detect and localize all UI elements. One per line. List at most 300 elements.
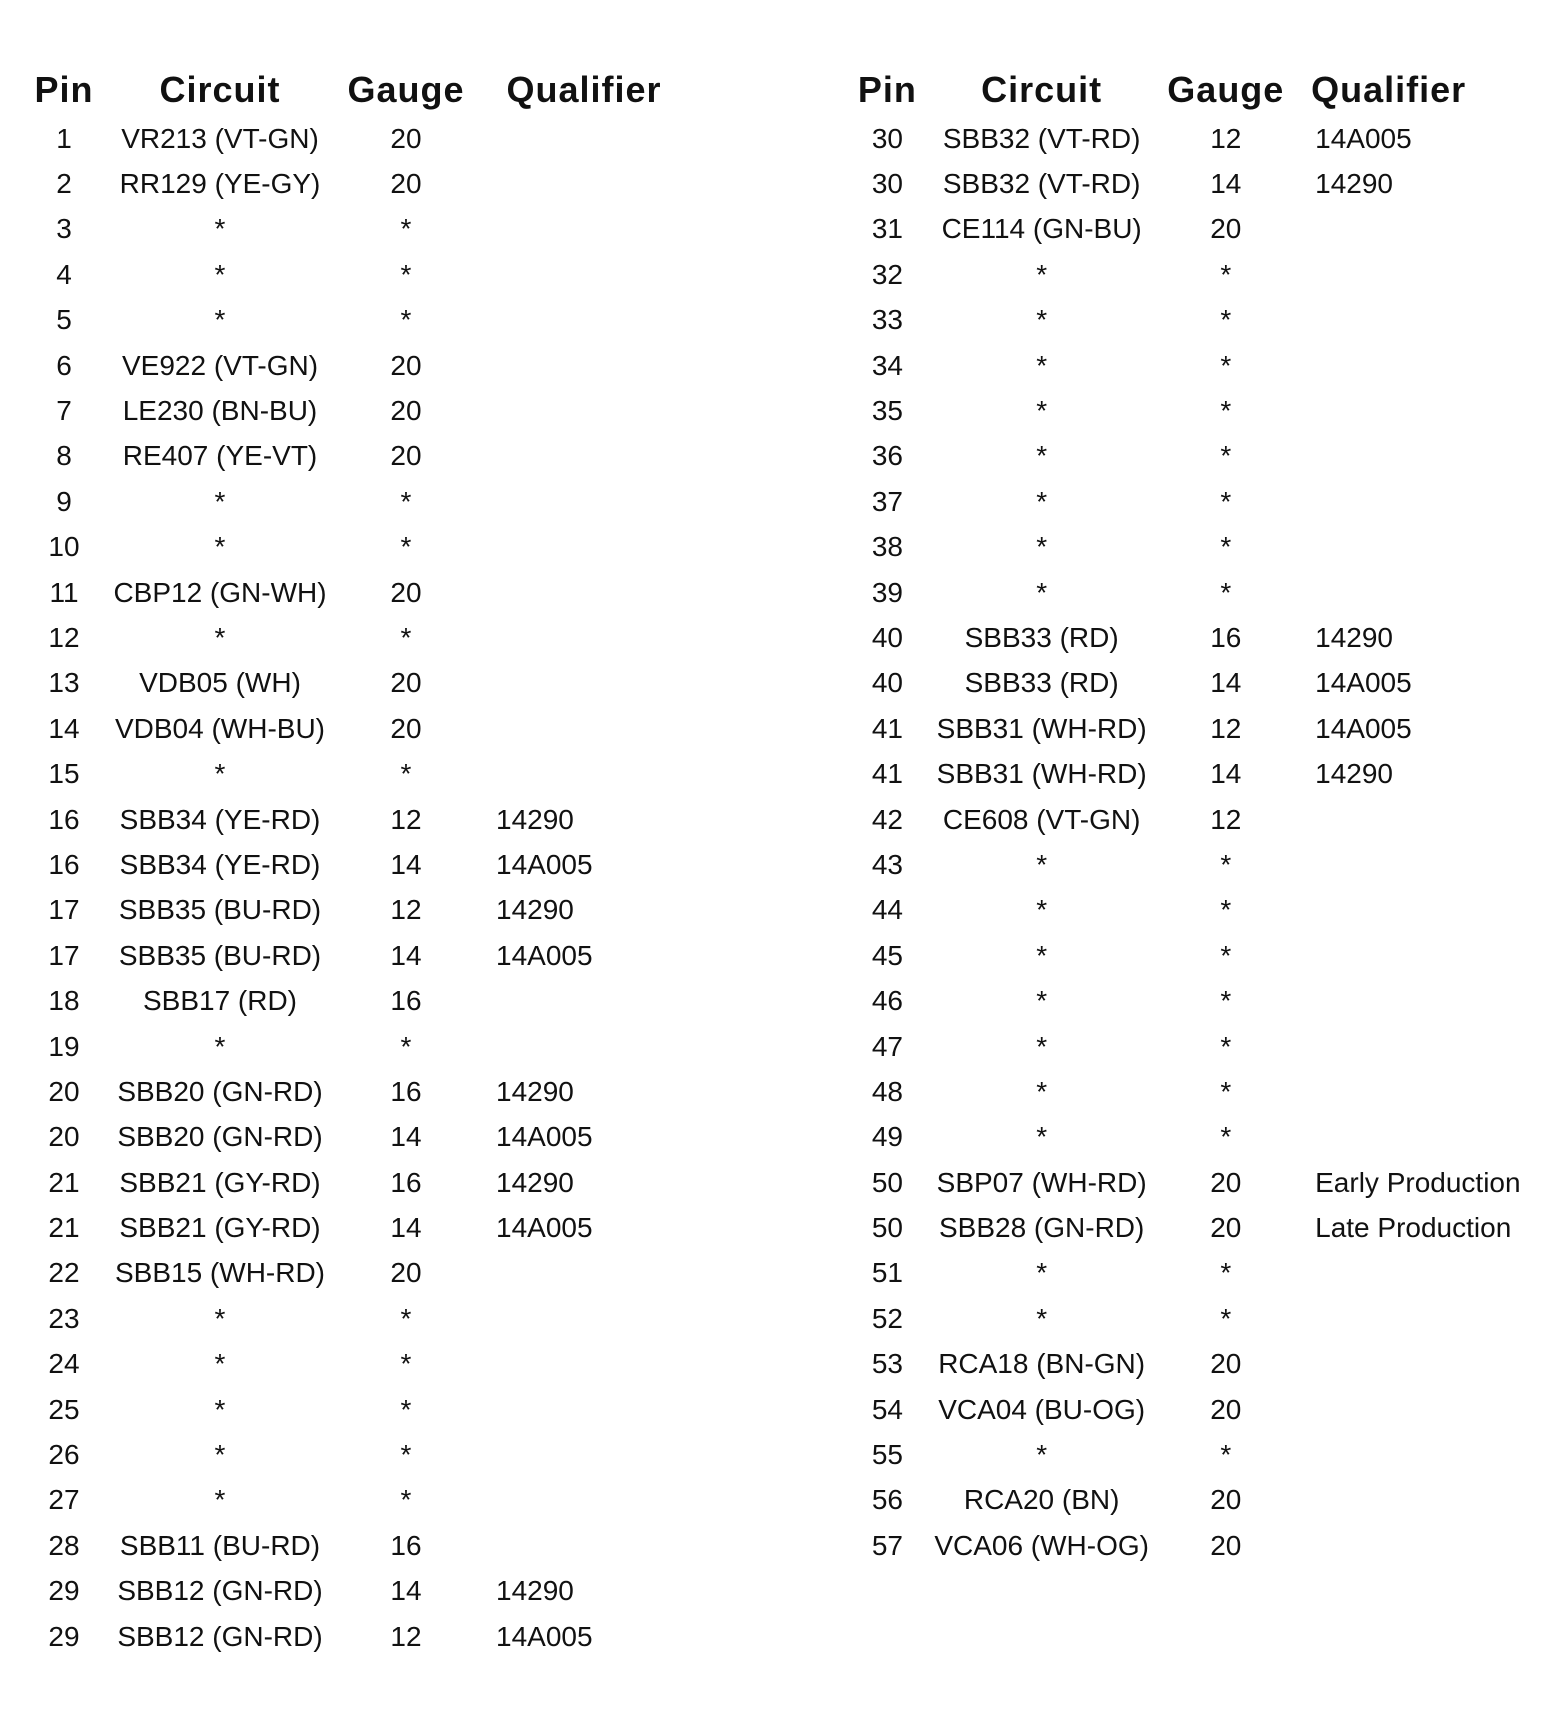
pin-cell: 6 <box>56 349 72 381</box>
gauge-cell: 20 <box>390 122 422 154</box>
circuit-cell: SBB20 (GN-RD) <box>117 1121 323 1153</box>
qualifier-cell <box>472 434 696 479</box>
pin-table-right-body <box>852 116 1552 1569</box>
circuit-cell: SBB35 (BU-RD) <box>118 894 322 926</box>
qualifier-cell <box>472 1432 696 1477</box>
pin-cell: 29 <box>48 1575 80 1607</box>
qualifier-cell <box>472 751 696 796</box>
qualifier-cell <box>1291 1069 1552 1114</box>
circuit-cell: * <box>1036 1075 1048 1107</box>
gauge-cell: * <box>1220 894 1232 926</box>
pin-cell: 23 <box>48 1302 80 1334</box>
gauge-cell: 14 <box>390 1212 422 1244</box>
qualifier-cell <box>472 1251 696 1296</box>
pin-cell: 56 <box>871 1484 903 1516</box>
table-row <box>28 1115 696 1160</box>
gauge-cell: 12 <box>390 894 422 926</box>
table-row <box>852 207 1552 252</box>
gauge-cell: 20 <box>390 712 422 744</box>
pin-cell: 17 <box>48 894 80 926</box>
gauge-cell: 20 <box>1210 1212 1242 1244</box>
table-row <box>852 434 1552 479</box>
gauge-cell: * <box>400 531 412 563</box>
qualifier-cell: 14A005 <box>1315 667 1412 699</box>
qualifier-cell <box>472 978 696 1023</box>
qualifier-cell <box>1291 434 1552 479</box>
gauge-cell: 20 <box>1210 1166 1242 1198</box>
pin-cell: 20 <box>48 1075 80 1107</box>
table-row <box>852 842 1552 887</box>
circuit-cell: * <box>1036 440 1048 472</box>
gauge-cell: * <box>1220 1075 1232 1107</box>
gauge-cell: 20 <box>390 440 422 472</box>
qualifier-cell: 14A005 <box>496 1620 593 1652</box>
table-row <box>852 888 1552 933</box>
gauge-cell: * <box>400 258 412 290</box>
header-gauge: Gauge <box>1167 69 1285 110</box>
circuit-cell: SBB34 (YE-RD) <box>119 803 321 835</box>
gauge-cell: * <box>400 485 412 517</box>
gauge-cell: 16 <box>390 1075 422 1107</box>
circuit-cell: VDB04 (WH-BU) <box>114 712 325 744</box>
circuit-cell: * <box>1036 848 1048 880</box>
circuit-cell: SBB21 (GY-RD) <box>119 1212 321 1244</box>
gauge-cell: 20 <box>1210 213 1242 245</box>
qualifier-cell <box>472 161 696 206</box>
pin-cell: 20 <box>48 1121 80 1153</box>
circuit-cell: SBB20 (GN-RD) <box>117 1075 323 1107</box>
table-row <box>852 978 1552 1023</box>
circuit-cell: * <box>1036 531 1048 563</box>
table-row <box>28 1569 696 1614</box>
pin-cell: 45 <box>871 939 903 971</box>
qualifier-cell <box>472 116 696 161</box>
qualifier-cell <box>1291 978 1552 1023</box>
table-row <box>28 661 696 706</box>
qualifier-cell <box>1291 1523 1552 1568</box>
gauge-cell: * <box>1220 848 1232 880</box>
qualifier-cell <box>472 661 696 706</box>
gauge-cell: * <box>1220 576 1232 608</box>
circuit-cell: * <box>214 213 226 245</box>
gauge-cell: 12 <box>390 803 422 835</box>
table-row <box>28 207 696 252</box>
gauge-cell: 14 <box>1210 168 1242 200</box>
gauge-cell: 16 <box>390 1529 422 1561</box>
table-row <box>28 1251 696 1296</box>
pin-cell: 7 <box>56 395 72 427</box>
qualifier-cell <box>472 207 696 252</box>
pin-cell: 40 <box>871 621 903 653</box>
gauge-cell: * <box>1220 1302 1232 1334</box>
table-row <box>852 1432 1552 1477</box>
header-qualifier: Qualifier <box>1311 69 1467 110</box>
pin-cell: 14 <box>48 712 80 744</box>
table-row <box>28 570 696 615</box>
pin-cell: 11 <box>49 576 79 608</box>
pin-cell: 5 <box>56 304 72 336</box>
pin-cell: 2 <box>56 168 72 200</box>
pin-cell: 30 <box>871 168 903 200</box>
qualifier-cell <box>1291 1296 1552 1341</box>
gauge-cell: 20 <box>1210 1484 1242 1516</box>
circuit-cell: * <box>1036 258 1048 290</box>
table-row <box>28 1614 696 1659</box>
circuit-cell: SBB31 (WH-RD) <box>936 712 1147 744</box>
pin-cell: 35 <box>871 395 903 427</box>
qualifier-cell <box>1291 1478 1552 1523</box>
header-qualifier: Qualifier <box>506 69 662 110</box>
gauge-cell: * <box>400 1393 412 1425</box>
pin-cell: 12 <box>48 621 80 653</box>
pin-cell: 47 <box>871 1030 903 1062</box>
circuit-cell: * <box>214 258 226 290</box>
pin-cell: 33 <box>871 304 903 336</box>
gauge-cell: 14 <box>390 848 422 880</box>
table-row <box>28 842 696 887</box>
pin-cell: 4 <box>56 258 72 290</box>
circuit-cell: * <box>214 758 226 790</box>
pin-cell: 10 <box>48 531 80 563</box>
table-row <box>28 525 696 570</box>
gauge-cell: * <box>1220 485 1232 517</box>
pin-cell: 39 <box>871 576 903 608</box>
circuit-cell: * <box>214 1393 226 1425</box>
pin-cell: 53 <box>871 1348 903 1380</box>
qualifier-cell: 14290 <box>1315 168 1393 200</box>
qualifier-cell <box>1291 479 1552 524</box>
table-row <box>28 1160 696 1205</box>
gauge-cell: 14 <box>390 1121 422 1153</box>
qualifier-cell: 14A005 <box>1315 712 1412 744</box>
pin-cell: 48 <box>871 1075 903 1107</box>
header-pin: Pin <box>857 69 917 110</box>
header-circuit: Circuit <box>981 69 1103 110</box>
qualifier-cell <box>1291 570 1552 615</box>
circuit-cell: SBB17 (RD) <box>142 985 298 1017</box>
gauge-cell: 12 <box>1210 712 1242 744</box>
circuit-cell: SBB33 (RD) <box>964 667 1119 699</box>
qualifier-cell <box>1291 1024 1552 1069</box>
table-row <box>852 661 1552 706</box>
qualifier-cell <box>472 1478 696 1523</box>
circuit-cell: VE922 (VT-GN) <box>121 349 319 381</box>
table-row <box>852 1160 1552 1205</box>
table-row <box>852 1115 1552 1160</box>
qualifier-cell <box>1291 207 1552 252</box>
circuit-cell: * <box>214 1302 226 1334</box>
circuit-cell: * <box>214 304 226 336</box>
gauge-cell: 14 <box>1210 758 1242 790</box>
circuit-cell: * <box>214 621 226 653</box>
qualifier-cell: 14290 <box>496 1575 574 1607</box>
pin-cell: 28 <box>48 1529 80 1561</box>
qualifier-cell <box>472 1342 696 1387</box>
gauge-cell: * <box>1220 1439 1232 1471</box>
gauge-cell: 20 <box>390 349 422 381</box>
pin-cell: 36 <box>871 440 903 472</box>
table-row <box>28 751 696 796</box>
table-row <box>852 161 1552 206</box>
table-row <box>852 933 1552 978</box>
pin-cell: 16 <box>48 803 80 835</box>
table-row <box>28 1523 696 1568</box>
table-row <box>28 933 696 978</box>
qualifier-cell <box>1291 252 1552 297</box>
qualifier-cell: 14290 <box>1315 758 1393 790</box>
circuit-cell: SBB35 (BU-RD) <box>118 939 322 971</box>
gauge-cell: * <box>400 1348 412 1380</box>
gauge-cell: * <box>400 758 412 790</box>
gauge-cell: * <box>1220 1030 1232 1062</box>
qualifier-cell <box>1291 1115 1552 1160</box>
qualifier-cell <box>472 252 696 297</box>
circuit-cell: SBB15 (WH-RD) <box>114 1257 325 1289</box>
qualifier-cell <box>1291 343 1552 388</box>
table-row <box>28 615 696 660</box>
circuit-cell: CE114 (GN-BU) <box>941 213 1142 245</box>
qualifier-cell <box>472 298 696 343</box>
pin-cell: 44 <box>871 894 903 926</box>
qualifier-cell: 14290 <box>496 894 574 926</box>
circuit-cell: SBB21 (GY-RD) <box>119 1166 321 1198</box>
pin-cell: 41 <box>871 758 903 790</box>
table-row <box>852 1523 1552 1568</box>
circuit-cell: * <box>1036 349 1048 381</box>
table-row <box>852 1069 1552 1114</box>
qualifier-cell <box>472 706 696 751</box>
qualifier-cell <box>1291 842 1552 887</box>
circuit-cell: RR129 (YE-GY) <box>119 168 321 200</box>
pin-cell: 25 <box>48 1393 80 1425</box>
circuit-cell: * <box>1036 985 1048 1017</box>
circuit-cell: CE608 (VT-GN) <box>942 803 1141 835</box>
pin-table-left <box>28 64 696 1659</box>
circuit-cell: * <box>1036 1439 1048 1471</box>
pin-cell: 24 <box>48 1348 80 1380</box>
table-row <box>28 706 696 751</box>
gauge-cell: * <box>400 1302 412 1334</box>
table-row <box>852 1478 1552 1523</box>
pin-cell: 3 <box>56 213 72 245</box>
gauge-cell: * <box>400 304 412 336</box>
table-row <box>28 1342 696 1387</box>
header-gauge: Gauge <box>347 69 465 110</box>
table-row <box>852 1024 1552 1069</box>
pin-cell: 18 <box>48 985 80 1017</box>
circuit-cell: * <box>214 485 226 517</box>
table-row <box>852 706 1552 751</box>
pin-cell: 26 <box>48 1439 80 1471</box>
qualifier-cell: 14290 <box>496 1166 574 1198</box>
circuit-cell: SBB31 (WH-RD) <box>936 758 1147 790</box>
table-row <box>852 525 1552 570</box>
table-row <box>28 388 696 433</box>
pin-cell: 27 <box>48 1484 80 1516</box>
gauge-cell: * <box>1220 939 1232 971</box>
circuit-cell: * <box>214 1484 226 1516</box>
gauge-cell: * <box>1220 349 1232 381</box>
table-row <box>852 1296 1552 1341</box>
gauge-cell: * <box>400 1439 412 1471</box>
header-circuit: Circuit <box>159 69 281 110</box>
circuit-cell: SBB32 (VT-RD) <box>942 168 1141 200</box>
circuit-cell: SBB33 (RD) <box>964 621 1119 653</box>
table-row <box>852 298 1552 343</box>
circuit-cell: LE230 (BN-BU) <box>122 395 318 427</box>
pin-cell: 30 <box>871 122 903 154</box>
table-row <box>852 751 1552 796</box>
table-row <box>852 797 1552 842</box>
qualifier-cell <box>472 1387 696 1432</box>
pin-cell: 22 <box>48 1257 80 1289</box>
qualifier-cell <box>1291 1251 1552 1296</box>
pin-cell: 50 <box>871 1166 903 1198</box>
gauge-cell: 20 <box>390 168 422 200</box>
qualifier-cell <box>472 343 696 388</box>
pin-cell: 15 <box>48 758 80 790</box>
circuit-cell: RCA20 (BN) <box>963 1484 1120 1516</box>
qualifier-cell <box>472 615 696 660</box>
circuit-cell: * <box>214 531 226 563</box>
pin-cell: 17 <box>48 939 80 971</box>
table-row <box>28 1205 696 1250</box>
gauge-cell: * <box>1220 1257 1232 1289</box>
table-row <box>28 797 696 842</box>
circuit-cell: * <box>1036 1257 1048 1289</box>
circuit-cell: VCA06 (WH-OG) <box>934 1529 1149 1561</box>
table-row <box>28 1069 696 1114</box>
pin-cell: 43 <box>871 848 903 880</box>
circuit-cell: RCA18 (BN-GN) <box>938 1348 1146 1380</box>
gauge-cell: * <box>1220 440 1232 472</box>
table-row <box>28 434 696 479</box>
pin-cell: 52 <box>871 1302 903 1334</box>
gauge-cell: 20 <box>1210 1393 1242 1425</box>
pin-cell: 32 <box>871 258 903 290</box>
circuit-cell: RE407 (YE-VT) <box>122 440 318 472</box>
gauge-cell: 14 <box>390 939 422 971</box>
qualifier-cell: 14290 <box>496 803 574 835</box>
qualifier-cell <box>472 1523 696 1568</box>
qualifier-cell <box>472 525 696 570</box>
circuit-cell: * <box>1036 576 1048 608</box>
circuit-cell: * <box>1036 939 1048 971</box>
gauge-cell: * <box>400 213 412 245</box>
qualifier-cell <box>1291 797 1552 842</box>
pin-cell: 16 <box>48 848 80 880</box>
table-header-row <box>28 64 696 116</box>
qualifier-cell <box>1291 525 1552 570</box>
table-row <box>852 343 1552 388</box>
qualifier-cell: 14A005 <box>1315 122 1412 154</box>
pin-table-left-body <box>28 116 696 1659</box>
table-row <box>852 116 1552 161</box>
qualifier-cell: 14A005 <box>496 1121 593 1153</box>
qualifier-cell: 14A005 <box>496 848 593 880</box>
gauge-cell: * <box>1220 985 1232 1017</box>
pin-cell: 54 <box>871 1393 903 1425</box>
qualifier-cell: 14290 <box>496 1075 574 1107</box>
table-row <box>28 252 696 297</box>
gauge-cell: 16 <box>390 985 422 1017</box>
circuit-cell: SBB12 (GN-RD) <box>117 1620 323 1652</box>
pin-cell: 21 <box>48 1212 80 1244</box>
gauge-cell: 12 <box>1210 803 1242 835</box>
circuit-cell: VR213 (VT-GN) <box>121 122 319 154</box>
circuit-cell: * <box>1036 1302 1048 1334</box>
circuit-cell: * <box>1036 395 1048 427</box>
table-row <box>28 1387 696 1432</box>
gauge-cell: 20 <box>390 395 422 427</box>
table-row <box>852 479 1552 524</box>
qualifier-cell <box>1291 1432 1552 1477</box>
table-row <box>852 388 1552 433</box>
pin-cell: 31 <box>871 213 903 245</box>
pin-cell: 50 <box>871 1212 903 1244</box>
table-row <box>28 1432 696 1477</box>
pin-cell: 29 <box>48 1620 80 1652</box>
circuit-cell: * <box>1036 485 1048 517</box>
qualifier-cell <box>472 388 696 433</box>
pin-cell: 51 <box>871 1257 903 1289</box>
pin-cell: 1 <box>56 122 72 154</box>
table-row <box>852 1387 1552 1432</box>
qualifier-cell: Late Production <box>1315 1212 1512 1244</box>
qualifier-cell <box>1291 1387 1552 1432</box>
table-row <box>28 479 696 524</box>
pin-cell: 19 <box>48 1030 80 1062</box>
gauge-cell: 20 <box>1210 1348 1242 1380</box>
gauge-cell: * <box>1220 531 1232 563</box>
qualifier-cell <box>1291 888 1552 933</box>
table-row <box>852 1342 1552 1387</box>
circuit-cell: SBP07 (WH-RD) <box>936 1166 1147 1198</box>
qualifier-cell <box>1291 1342 1552 1387</box>
gauge-cell: 20 <box>1210 1529 1242 1561</box>
table-row <box>28 116 696 161</box>
gauge-cell: 14 <box>1210 667 1242 699</box>
pin-cell: 38 <box>871 531 903 563</box>
pin-cell: 40 <box>871 667 903 699</box>
circuit-cell: VDB05 (WH) <box>139 667 301 699</box>
qualifier-cell <box>472 1296 696 1341</box>
pin-cell: 46 <box>871 985 903 1017</box>
qualifier-cell <box>472 479 696 524</box>
gauge-cell: 12 <box>1210 122 1242 154</box>
gauge-cell: 16 <box>1210 621 1242 653</box>
pin-cell: 8 <box>56 440 72 472</box>
circuit-cell: * <box>214 1030 226 1062</box>
table-row <box>28 298 696 343</box>
pin-cell: 9 <box>56 485 72 517</box>
table-row <box>28 161 696 206</box>
table-row <box>28 1024 696 1069</box>
gauge-cell: * <box>1220 304 1232 336</box>
circuit-cell: VCA04 (BU-OG) <box>938 1393 1146 1425</box>
qualifier-cell: 14A005 <box>496 1212 593 1244</box>
gauge-cell: 20 <box>390 576 422 608</box>
qualifier-cell <box>472 1024 696 1069</box>
header-pin: Pin <box>34 69 94 110</box>
circuit-cell: SBB12 (GN-RD) <box>117 1575 323 1607</box>
table-row <box>852 1251 1552 1296</box>
pin-cell: 55 <box>871 1439 903 1471</box>
table-row <box>852 570 1552 615</box>
gauge-cell: * <box>1220 258 1232 290</box>
qualifier-cell <box>472 570 696 615</box>
circuit-cell: SBB32 (VT-RD) <box>942 122 1141 154</box>
